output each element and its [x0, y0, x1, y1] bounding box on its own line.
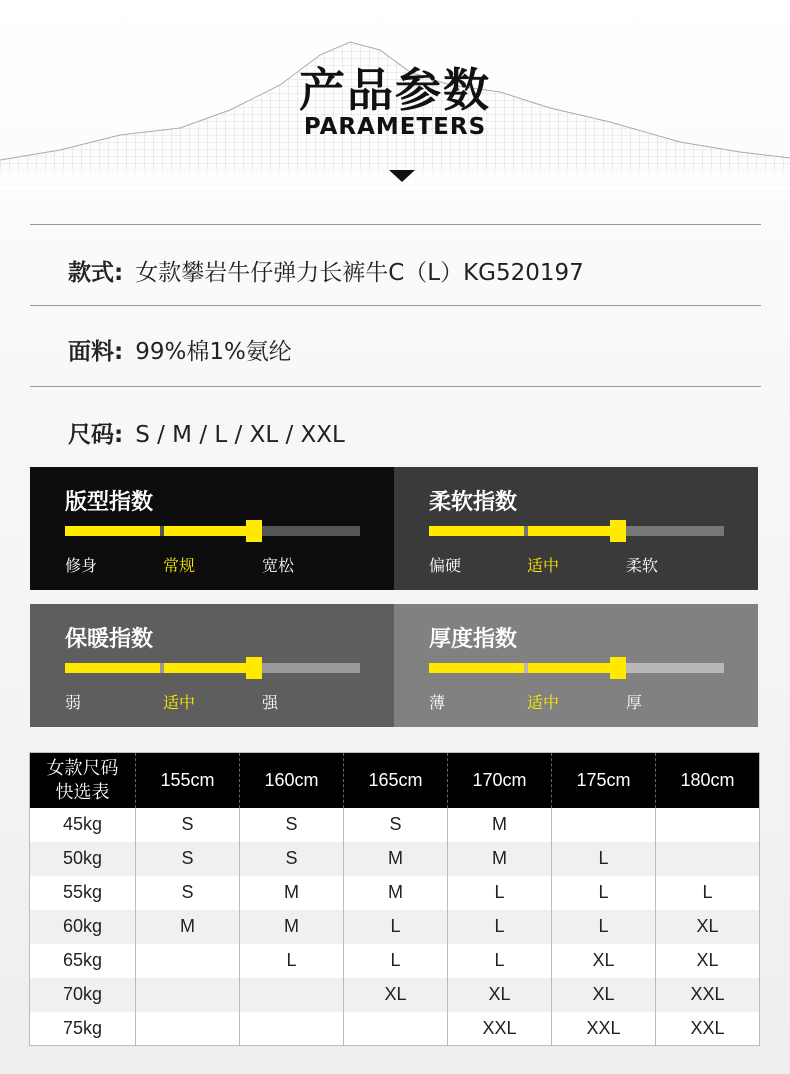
size-cell: XL: [552, 978, 656, 1012]
divider: [30, 305, 761, 306]
height-header: 170cm: [448, 753, 552, 808]
size-cell: L: [656, 876, 760, 910]
size-cell: XL: [656, 910, 760, 944]
size-chart-corner: [30, 753, 136, 808]
index-label: 常规: [163, 556, 196, 575]
height-header: 180cm: [656, 753, 760, 808]
spec-size-value: S / M / L / XL / XXL: [135, 422, 345, 448]
index-marker: [610, 657, 626, 679]
index-title: 版型指数: [65, 490, 154, 515]
spec-style-key: 款式:: [68, 260, 124, 286]
size-cell: L: [344, 944, 448, 978]
weight-cell: 45kg: [30, 808, 136, 842]
size-cell: [136, 944, 240, 978]
size-cell: [552, 808, 656, 842]
index-fill-2: [528, 526, 618, 536]
size-cell: L: [448, 944, 552, 978]
index-fill-1: [65, 663, 160, 673]
table-row: [30, 1012, 760, 1046]
size-cell: L: [240, 944, 344, 978]
size-cell: [240, 978, 344, 1012]
size-cell: M: [240, 876, 344, 910]
index-panel: [30, 604, 394, 727]
size-cell: S: [344, 808, 448, 842]
size-cell: S: [136, 808, 240, 842]
index-title: 柔软指数: [429, 490, 518, 515]
height-header: 165cm: [344, 753, 448, 808]
index-label: 弱: [65, 693, 82, 712]
index-fill-1: [65, 526, 160, 536]
spec-style-value: 女款攀岩牛仔弹力长裤牛C（L）KG520197: [135, 260, 584, 286]
index-label: 适中: [527, 556, 560, 575]
index-label: 柔软: [626, 556, 659, 575]
index-fill-2: [528, 663, 618, 673]
size-cell: XL: [552, 944, 656, 978]
size-cell: [240, 1012, 344, 1046]
index-level-bar: [65, 526, 360, 536]
size-cell: [656, 842, 760, 876]
weight-cell: 55kg: [30, 876, 136, 910]
index-label: 厚: [626, 693, 643, 712]
table-row: [30, 876, 760, 910]
size-cell: M: [344, 842, 448, 876]
size-cell: [656, 808, 760, 842]
index-title: 厚度指数: [429, 627, 518, 652]
corner-line-1: 女款尺码: [46, 758, 119, 779]
index-label: 适中: [527, 693, 560, 712]
index-panel: [394, 467, 758, 590]
page-title: 产品参数: [299, 63, 491, 117]
table-row: [30, 842, 760, 876]
index-label: 修身: [65, 556, 98, 575]
index-fill-1: [429, 526, 524, 536]
spec-fabric: [68, 333, 292, 366]
size-cell: M: [136, 910, 240, 944]
size-cell: [136, 1012, 240, 1046]
size-cell: L: [552, 910, 656, 944]
height-header: 160cm: [240, 753, 344, 808]
size-cell: XXL: [552, 1012, 656, 1046]
weight-cell: 50kg: [30, 842, 136, 876]
index-level-bar: [429, 526, 724, 536]
size-cell: S: [136, 876, 240, 910]
spec-style: [68, 254, 584, 287]
table-row: [30, 910, 760, 944]
arrow-down-icon: [389, 170, 415, 182]
height-header: 175cm: [552, 753, 656, 808]
size-cell: [136, 978, 240, 1012]
page-subtitle: PARAMETERS: [303, 114, 487, 140]
spec-fabric-value: 99%棉1%氨纶: [135, 339, 292, 365]
height-header: 155cm: [136, 753, 240, 808]
size-cell: XL: [344, 978, 448, 1012]
weight-cell: 75kg: [30, 1012, 136, 1046]
index-label: 适中: [163, 693, 196, 712]
size-cell: XXL: [448, 1012, 552, 1046]
size-cell: S: [136, 842, 240, 876]
weight-cell: 65kg: [30, 944, 136, 978]
size-cell: L: [448, 910, 552, 944]
weight-cell: 60kg: [30, 910, 136, 944]
spec-size: [68, 416, 345, 449]
size-cell: L: [552, 842, 656, 876]
size-cell: L: [552, 876, 656, 910]
index-panel: [394, 604, 758, 727]
index-fill-1: [429, 663, 524, 673]
index-marker: [246, 520, 262, 542]
weight-cell: 70kg: [30, 978, 136, 1012]
size-cell: S: [240, 808, 344, 842]
index-marker: [246, 657, 262, 679]
index-fill-2: [164, 526, 254, 536]
index-title: 保暖指数: [65, 627, 154, 652]
size-cell: S: [240, 842, 344, 876]
size-cell: L: [344, 910, 448, 944]
index-panel: [30, 467, 394, 590]
table-row: [30, 978, 760, 1012]
size-chart-header-row: [30, 753, 760, 808]
size-cell: XL: [656, 944, 760, 978]
index-label: 薄: [429, 693, 446, 712]
index-label: 强: [262, 693, 279, 712]
size-cell: XXL: [656, 1012, 760, 1046]
index-label: 偏硬: [429, 556, 462, 575]
index-level-bar: [65, 663, 360, 673]
spec-size-key: 尺码:: [68, 422, 124, 448]
size-cell: XL: [448, 978, 552, 1012]
table-row: [30, 808, 760, 842]
size-cell: L: [448, 876, 552, 910]
header-banner: [0, 0, 790, 210]
size-cell: M: [448, 842, 552, 876]
size-cell: M: [240, 910, 344, 944]
divider: [30, 386, 761, 387]
index-fill-2: [164, 663, 254, 673]
index-label: 宽松: [262, 556, 295, 575]
size-cell: M: [448, 808, 552, 842]
table-row: [30, 944, 760, 978]
size-cell: XXL: [656, 978, 760, 1012]
corner-line-2: 快选表: [55, 782, 110, 803]
size-chart-table: [29, 752, 760, 1046]
size-cell: M: [344, 876, 448, 910]
divider: [30, 224, 761, 225]
index-level-bar: [429, 663, 724, 673]
spec-fabric-key: 面料:: [68, 339, 124, 365]
index-marker: [610, 520, 626, 542]
size-cell: [344, 1012, 448, 1046]
